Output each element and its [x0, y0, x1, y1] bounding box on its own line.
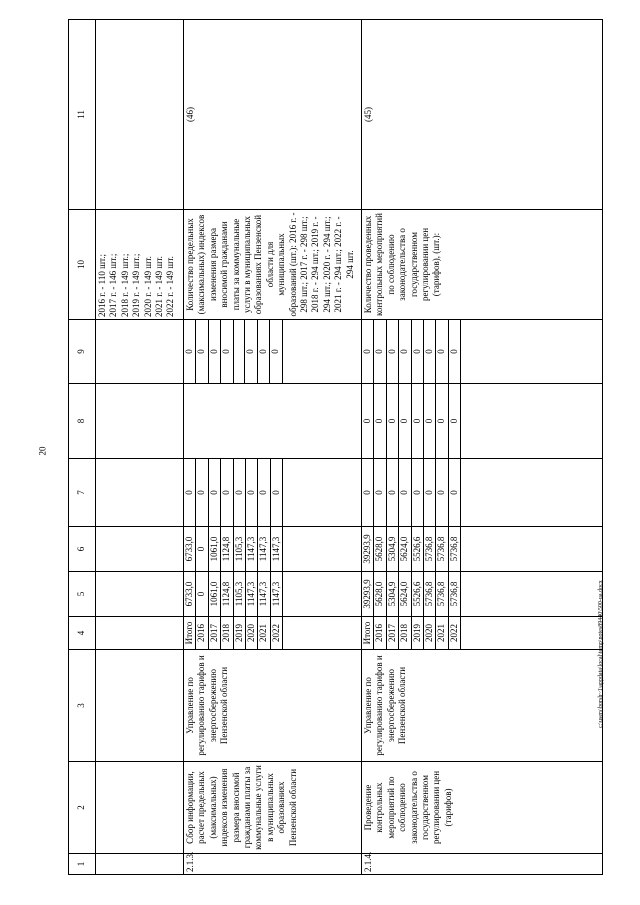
header-cell: 8: [69, 384, 96, 459]
row-number: 2.1.3.: [184, 854, 362, 875]
table-row: [184, 20, 362, 875]
header-cell: 10: [69, 210, 96, 320]
regional-budget: 39293,9 5628,0 5304,9 5624,0 5526,6 5736,8 5736,8 5736,8: [362, 527, 603, 572]
local-budget: 0 0 0 0 0 0 0 0: [362, 384, 603, 459]
indicator-ref: (46): [184, 20, 362, 210]
years-list: Итого 2016 2017 2018 2019 2020 2021 2022: [184, 617, 283, 649]
table-row-continuation: [96, 20, 184, 875]
extrabudgetary: 0 0 0 0 0 0 0 0: [362, 320, 603, 384]
header-cell: 1: [69, 854, 96, 875]
regional-budget: 6733,0 0 1061,0 1124,8 1105,3 1147,3 1147,3 1147,3: [184, 527, 362, 572]
header-cell: 7: [69, 459, 96, 527]
activity-name: Сбор информации, расчет предельных (максимальных) индексов изменения размера вносимой гражданами платы за коммунальные услуги в муниципальных образованиях Пензенской области: [184, 762, 362, 854]
header-row: [69, 20, 96, 875]
row-number: 2.1.4.: [362, 854, 603, 875]
indicator-text: Количество проведенных контрольных мероприятий по соблюдению законодательства о государственном регулировании цен (тарифов), (шт.):: [362, 210, 603, 320]
activity-name: Проведение контрольных мероприятий по соблюдению законодательства о государственном регулировании цен (тарифов): [362, 762, 603, 854]
federal-budget: 0 0 0 0 0 0 0 0: [362, 459, 603, 527]
federal-budget: 0 0 0 0 0 0 0 0: [184, 459, 362, 527]
rotated-page: [68, 20, 603, 875]
program-table: [68, 19, 603, 875]
years-list: Итого 2016 2017 2018 2019 2020 2021 2022: [362, 617, 461, 649]
indicator-text: Количество предельных (максимальных) индексов изменения размера вносимой гражданами платы за коммунальные услуги в муниципальных образованиях Пензенской области для муниципальных образований (шт.): 2016 г. - 298 шт.; 2017 г. - 298 шт.; 2018 г. - 294 шт.; 2019 г. - 294 шт.; 2020 г. - 294 шт.; 2021 г. - 294 шт.; 2022 г. - 294 шт.: [184, 210, 362, 320]
header-cell: 5: [69, 572, 96, 617]
continuation-text: 2016 г. - 110 шт.; 2017 г. - 146 шт.; 2018 г. - 149 шт.; 2019 г. - 149 шт.; 2020 г. - 149 шт. 2021 г. - 149 шт. 2022 г. - 149 шт.: [96, 210, 184, 320]
table-row: [362, 20, 603, 875]
total-funding: 6733,0 0 1061,0 1124,8 1105,3 1147,3 1147,3 1147,3: [184, 572, 362, 617]
header-cell: 2: [69, 762, 96, 854]
header-cell: 4: [69, 617, 96, 650]
page-number: 20: [37, 446, 48, 456]
header-cell: 3: [69, 650, 96, 762]
total-funding: 39293,9 5628,0 5304,9 5624,0 5526,6 5736,8 5736,8 5736,8: [362, 572, 603, 617]
local-budget: [184, 384, 362, 459]
extrabudgetary: 0 0 0 0 0 0 0: [184, 320, 362, 384]
header-cell: 11: [69, 20, 96, 210]
header-cell: 6: [69, 527, 96, 572]
years-cell: [362, 617, 603, 650]
header-cell: 9: [69, 320, 96, 384]
file-path-footer: c:\users\borsh~1\appdata\local\temp\notes89440\500-ua.docx: [598, 580, 604, 728]
indicator-ref: (45): [362, 20, 603, 210]
executor: Управление по регулированию тарифов и энергосбережению Пензенской области: [184, 650, 362, 762]
executor: Управление по регулированию тарифов и энергосбережению Пензенской области: [362, 650, 603, 762]
years-cell: [184, 617, 362, 650]
